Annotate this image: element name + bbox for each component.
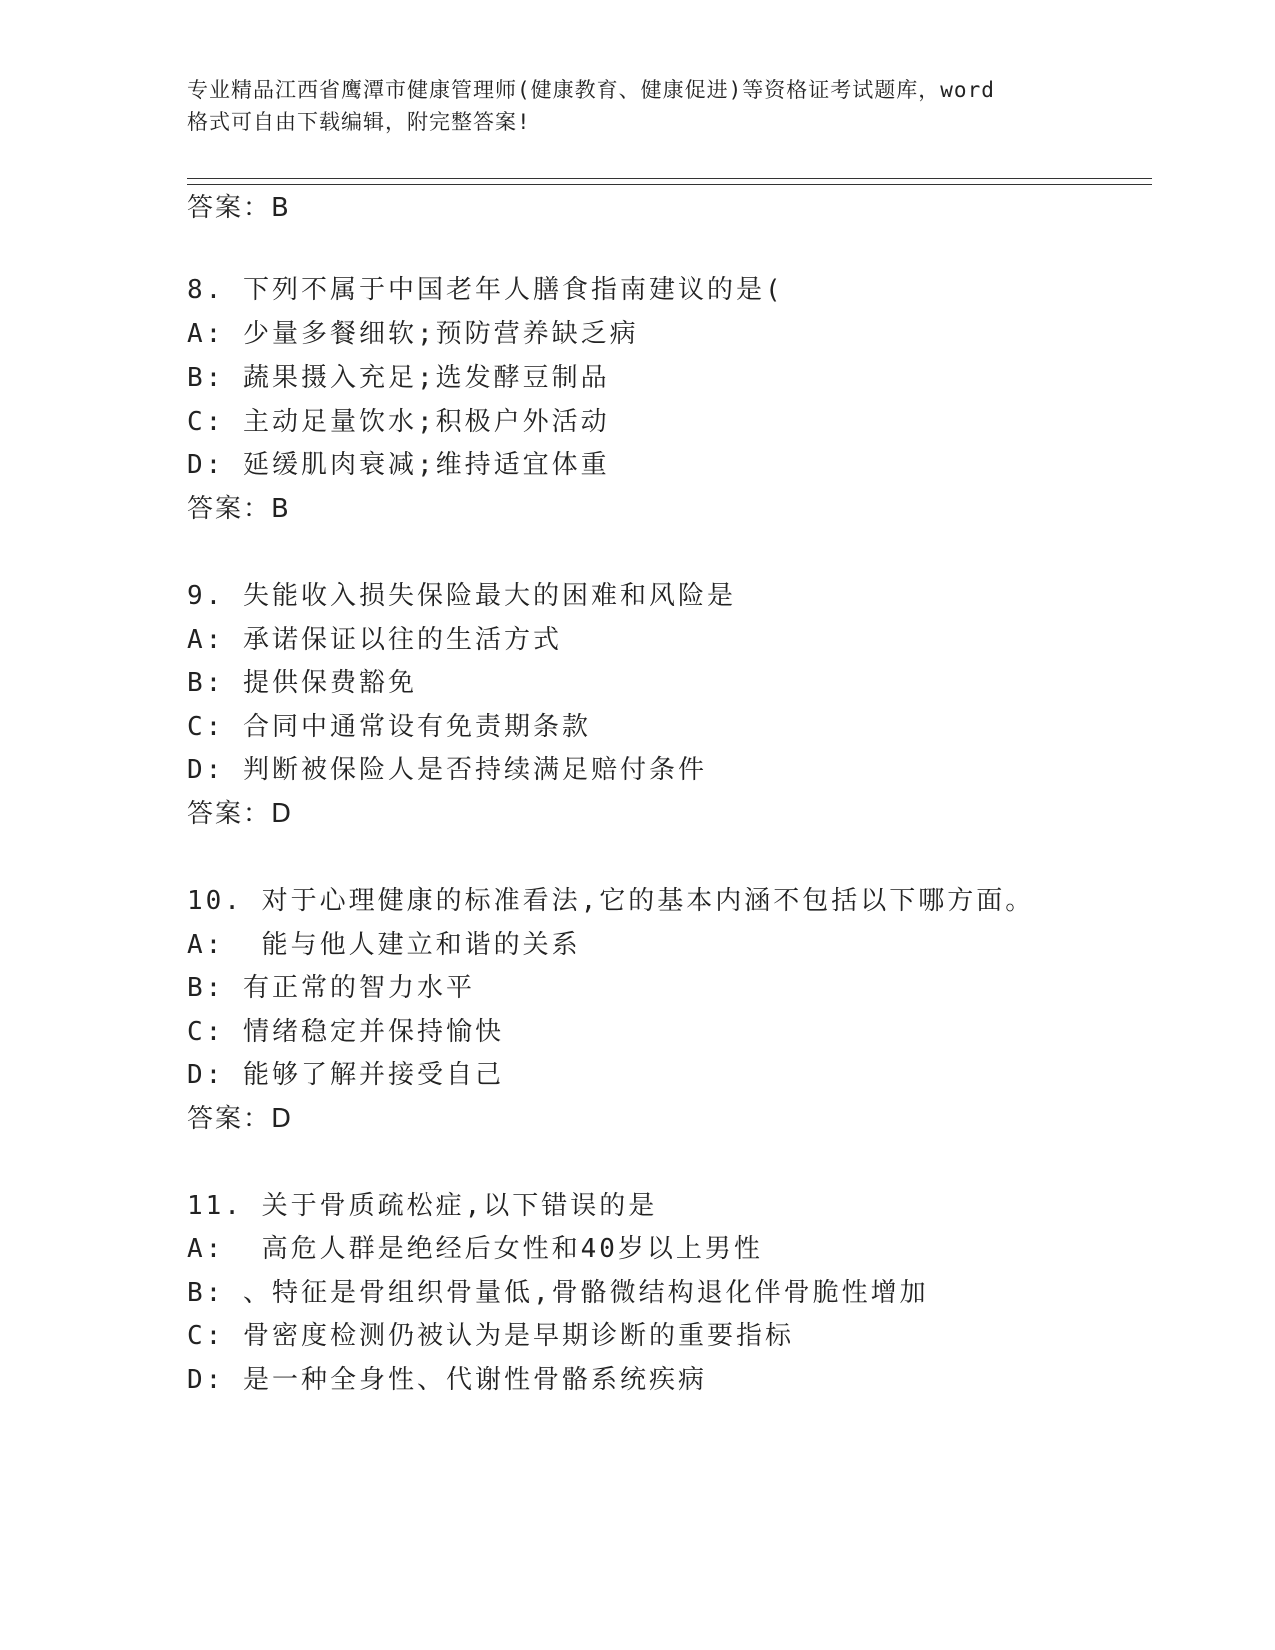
question-stem: 8. 下列不属于中国老年人膳食指南建议的是( (187, 275, 784, 305)
question-stem: 9. 失能收入损失保险最大的困难和风险是 (187, 581, 736, 611)
answer-line: 答案：D (187, 1104, 294, 1134)
option-c: C: 主动足量饮水;积极户外活动 (187, 407, 610, 437)
option-d: D: 判断被保险人是否持续满足赔付条件 (187, 755, 707, 785)
option-a: A: 高危人群是绝经后女性和40岁以上男性 (187, 1234, 763, 1264)
option-b: B: 、特征是骨组织骨量低,骨骼微结构退化伴骨脆性增加 (187, 1278, 929, 1308)
answer-line: 答案：D (187, 799, 294, 829)
option-d: D: 是一种全身性、代谢性骨骼系统疾病 (187, 1365, 707, 1395)
header-divider-top (187, 178, 1152, 179)
answer-line: 答案：B (187, 193, 291, 223)
option-c: C: 骨密度检测仍被认为是早期诊断的重要指标 (187, 1321, 794, 1351)
document-header (187, 74, 1087, 138)
header-line-2: 格式可自由下载编辑，附完整答案! (187, 110, 531, 134)
option-a: A: 能与他人建立和谐的关系 (187, 930, 581, 960)
header-line-1: 专业精品江西省鹰潭市健康管理师(健康教育、健康促进)等资格证考试题库，word (187, 78, 995, 102)
option-b: B: 有正常的智力水平 (187, 973, 475, 1003)
option-a: A: 少量多餐细软;预防营养缺乏病 (187, 319, 639, 349)
option-b: B: 蔬果摄入充足;选发酵豆制品 (187, 363, 610, 393)
header-divider-bottom (187, 184, 1152, 185)
question-stem: 10. 对于心理健康的标准看法,它的基本内涵不包括以下哪方面。 (187, 886, 1035, 916)
option-d: D: 延缓肌肉衰减;维持适宜体重 (187, 450, 610, 480)
question-stem: 11. 关于骨质疏松症,以下错误的是 (187, 1191, 658, 1221)
option-d: D: 能够了解并接受自己 (187, 1060, 504, 1090)
option-c: C: 合同中通常设有免责期条款 (187, 712, 591, 742)
option-c: C: 情绪稳定并保持愉快 (187, 1017, 504, 1047)
option-a: A: 承诺保证以往的生活方式 (187, 625, 562, 655)
answer-line: 答案：B (187, 494, 291, 524)
option-b: B: 提供保费豁免 (187, 668, 417, 698)
